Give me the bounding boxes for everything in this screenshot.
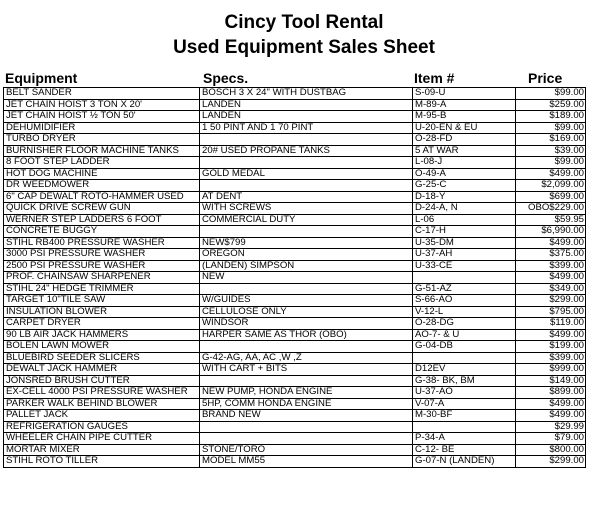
table-row	[4, 237, 586, 249]
cell-specs	[200, 157, 413, 169]
cell-specs: 20# USED PROPANE TANKS	[200, 145, 413, 157]
cell-item: P-34-A	[413, 433, 516, 445]
cell-specs: HARPER SAME AS THOR (OBO)	[200, 329, 413, 341]
cell-price: $149.00	[516, 375, 586, 387]
table-row	[4, 283, 586, 295]
cell-price: $199.00	[516, 341, 586, 353]
cell-equipment: CONCRETE BUGGY	[4, 226, 200, 238]
cell-price: $29.99	[516, 421, 586, 433]
cell-item: M-89-A	[413, 99, 516, 111]
cell-specs: BOSCH 3 X 24" WITH DUSTBAG	[200, 88, 413, 100]
column-header-equipment: Equipment	[5, 70, 78, 86]
cell-item: L-08-J	[413, 157, 516, 169]
cell-item: O-28-DG	[413, 318, 516, 330]
cell-specs: GOLD MEDAL	[200, 168, 413, 180]
table-row	[4, 168, 586, 180]
cell-item	[413, 272, 516, 284]
cell-specs: (LANDEN) SIMPSON	[200, 260, 413, 272]
cell-price: OBO$229.00	[516, 203, 586, 215]
cell-item: D-24-A, N	[413, 203, 516, 215]
cell-item: M-30-BF	[413, 410, 516, 422]
cell-item: U-37-AO	[413, 387, 516, 399]
cell-specs: CELLULOSE ONLY	[200, 306, 413, 318]
cell-specs: 1 50 PINT AND 1 70 PINT	[200, 122, 413, 134]
cell-equipment: DEWALT JACK HAMMER	[4, 364, 200, 376]
sheet-subtitle: Used Equipment Sales Sheet	[173, 37, 435, 58]
cell-item: U-37-AH	[413, 249, 516, 261]
cell-equipment: STIHL ROTO TILLER	[4, 456, 200, 468]
cell-price: $999.00	[516, 364, 586, 376]
cell-item: D-18-Y	[413, 191, 516, 203]
cell-equipment: 2500 PSI PRESSURE WASHER	[4, 260, 200, 272]
cell-specs	[200, 283, 413, 295]
cell-item	[413, 352, 516, 364]
cell-item: 5 AT WAR	[413, 145, 516, 157]
cell-price: $499.00	[516, 237, 586, 249]
table-row	[4, 295, 586, 307]
cell-specs	[200, 180, 413, 192]
cell-specs: LANDEN	[200, 99, 413, 111]
table-row	[4, 318, 586, 330]
cell-price: $499.00	[516, 272, 586, 284]
cell-equipment: BLUEBIRD SEEDER SLICERS	[4, 352, 200, 364]
table-row	[4, 272, 586, 284]
cell-equipment: REFRIGERATION GAUGES	[4, 421, 200, 433]
cell-item: U-20-EN & EU	[413, 122, 516, 134]
cell-item: M-95-B	[413, 111, 516, 123]
table-row	[4, 249, 586, 261]
column-header-price: Price	[528, 70, 563, 86]
table-row	[4, 260, 586, 272]
cell-equipment: EX-CELL 4000 PSI PRESSURE WASHER	[4, 387, 200, 399]
table-row	[4, 145, 586, 157]
cell-price: $899.00	[516, 387, 586, 399]
cell-specs	[200, 134, 413, 146]
table-row	[4, 329, 586, 341]
cell-equipment: TURBO DRYER	[4, 134, 200, 146]
cell-price: $499.00	[516, 329, 586, 341]
cell-item: U-35-DM	[413, 237, 516, 249]
cell-price: $499.00	[516, 168, 586, 180]
table-row	[4, 410, 586, 422]
table-row	[4, 456, 586, 468]
table-row	[4, 88, 586, 100]
cell-specs: STONE/TORO	[200, 444, 413, 456]
table-row	[4, 352, 586, 364]
cell-item: G-25-C	[413, 180, 516, 192]
cell-price: $259.00	[516, 99, 586, 111]
table-row	[4, 433, 586, 445]
cell-item: G-38- BK, BM	[413, 375, 516, 387]
table-row	[4, 387, 586, 399]
cell-price: $99.00	[516, 88, 586, 100]
cell-specs: AT DENT	[200, 191, 413, 203]
cell-equipment: 3000 PSI PRESSURE WASHER	[4, 249, 200, 261]
cell-equipment: MORTAR MIXER	[4, 444, 200, 456]
cell-specs: WITH CART + BITS	[200, 364, 413, 376]
cell-equipment: BOLEN LAWN MOWER	[4, 341, 200, 353]
cell-equipment: JONSRED BRUSH CUTTER	[4, 375, 200, 387]
table-row	[4, 341, 586, 353]
cell-price: $119.00	[516, 318, 586, 330]
table-row	[4, 203, 586, 215]
cell-equipment: TARGET 10"TILE SAW	[4, 295, 200, 307]
cell-price: $349.00	[516, 283, 586, 295]
table-row	[4, 398, 586, 410]
cell-equipment: WERNER STEP LADDERS 6 FOOT	[4, 214, 200, 226]
cell-equipment: PROF. CHAINSAW SHARPENER	[4, 272, 200, 284]
cell-item: U-33-CE	[413, 260, 516, 272]
cell-item: S-66-AO	[413, 295, 516, 307]
cell-equipment: 8 FOOT STEP LADDER	[4, 157, 200, 169]
cell-price: $99.00	[516, 122, 586, 134]
cell-item: V-07-A	[413, 398, 516, 410]
table-row	[4, 191, 586, 203]
table-row	[4, 226, 586, 238]
cell-price: $79.00	[516, 433, 586, 445]
cell-specs: NEW PUMP, HONDA ENGINE	[200, 387, 413, 399]
cell-equipment: 6" CAP DEWALT ROTO-HAMMER USED	[4, 191, 200, 203]
table-row	[4, 306, 586, 318]
table-row	[4, 214, 586, 226]
table-row	[4, 134, 586, 146]
cell-item: G-51-AZ	[413, 283, 516, 295]
cell-equipment: HOT DOG MACHINE	[4, 168, 200, 180]
cell-price: $299.00	[516, 456, 586, 468]
cell-equipment: STIHL 24" HEDGE TRIMMER	[4, 283, 200, 295]
equipment-table	[3, 87, 586, 468]
cell-equipment: INSULATION BLOWER	[4, 306, 200, 318]
cell-item: O-28-FD	[413, 134, 516, 146]
cell-equipment: PARKER WALK BEHIND BLOWER	[4, 398, 200, 410]
cell-price: $99.00	[516, 157, 586, 169]
cell-equipment: CARPET DRYER	[4, 318, 200, 330]
cell-price: $299.00	[516, 295, 586, 307]
cell-price: $375.00	[516, 249, 586, 261]
cell-price: $169.00	[516, 134, 586, 146]
cell-equipment: 90 LB AIR JACK HAMMERS	[4, 329, 200, 341]
cell-specs: G-42-AG, AA, AC ,W ,Z	[200, 352, 413, 364]
table-row	[4, 122, 586, 134]
cell-equipment: BELT SANDER	[4, 88, 200, 100]
cell-specs: NEW	[200, 272, 413, 284]
column-header-specs: Specs.	[203, 70, 249, 86]
cell-specs	[200, 433, 413, 445]
cell-item: L-06	[413, 214, 516, 226]
cell-item: C-12- BE	[413, 444, 516, 456]
table-row	[4, 421, 586, 433]
cell-price: $699.00	[516, 191, 586, 203]
cell-price: $399.00	[516, 260, 586, 272]
cell-specs: COMMERCIAL DUTY	[200, 214, 413, 226]
table-row	[4, 180, 586, 192]
cell-specs: BRAND NEW	[200, 410, 413, 422]
table-row	[4, 364, 586, 376]
cell-specs: W/GUIDES	[200, 295, 413, 307]
cell-item: G-04-DB	[413, 341, 516, 353]
cell-equipment: PALLET JACK	[4, 410, 200, 422]
cell-equipment: DEHUMIDIFIER	[4, 122, 200, 134]
cell-price: $399.00	[516, 352, 586, 364]
cell-specs: MODEL MM55	[200, 456, 413, 468]
cell-price: $6,990.00	[516, 226, 586, 238]
cell-price: $499.00	[516, 398, 586, 410]
table-row	[4, 157, 586, 169]
cell-item: D12EV	[413, 364, 516, 376]
cell-item: O-49-A	[413, 168, 516, 180]
cell-price: $39.00	[516, 145, 586, 157]
sheet-title: Cincy Tool Rental	[224, 12, 384, 33]
cell-equipment: WHEELER CHAIN PIPE CUTTER	[4, 433, 200, 445]
cell-price: $795.00	[516, 306, 586, 318]
cell-equipment: JET CHAIN HOIST 3 TON X 20'	[4, 99, 200, 111]
cell-equipment: BURNISHER FLOOR MACHINE TANKS	[4, 145, 200, 157]
cell-specs	[200, 375, 413, 387]
equipment-table-body	[4, 88, 586, 468]
cell-item: C-17-H	[413, 226, 516, 238]
cell-specs	[200, 341, 413, 353]
cell-price: $499.00	[516, 410, 586, 422]
cell-equipment: JET CHAIN HOIST ½ TON 50'	[4, 111, 200, 123]
cell-item: G-07-N (LANDEN)	[413, 456, 516, 468]
table-row	[4, 444, 586, 456]
cell-equipment: QUICK DRIVE SCREW GUN	[4, 203, 200, 215]
cell-specs: WINDSOR	[200, 318, 413, 330]
cell-specs: LANDEN	[200, 111, 413, 123]
table-row	[4, 375, 586, 387]
cell-price: $2,099.00	[516, 180, 586, 192]
cell-equipment: DR WEEDMOWER	[4, 180, 200, 192]
cell-specs: 5HP, COMM HONDA ENGINE	[200, 398, 413, 410]
cell-price: $800.00	[516, 444, 586, 456]
cell-equipment: STIHL RB400 PRESSURE WASHER	[4, 237, 200, 249]
cell-specs: WITH SCREWS	[200, 203, 413, 215]
cell-item: AO-7- & U	[413, 329, 516, 341]
table-row	[4, 99, 586, 111]
cell-specs: NEW$799	[200, 237, 413, 249]
table-row	[4, 111, 586, 123]
cell-item: V-12-L	[413, 306, 516, 318]
cell-specs	[200, 421, 413, 433]
cell-specs	[200, 226, 413, 238]
cell-price: $59.95	[516, 214, 586, 226]
cell-price: $189.00	[516, 111, 586, 123]
cell-item	[413, 421, 516, 433]
cell-specs: OREGON	[200, 249, 413, 261]
column-header-item: Item #	[414, 70, 455, 86]
cell-item: S-09-U	[413, 88, 516, 100]
